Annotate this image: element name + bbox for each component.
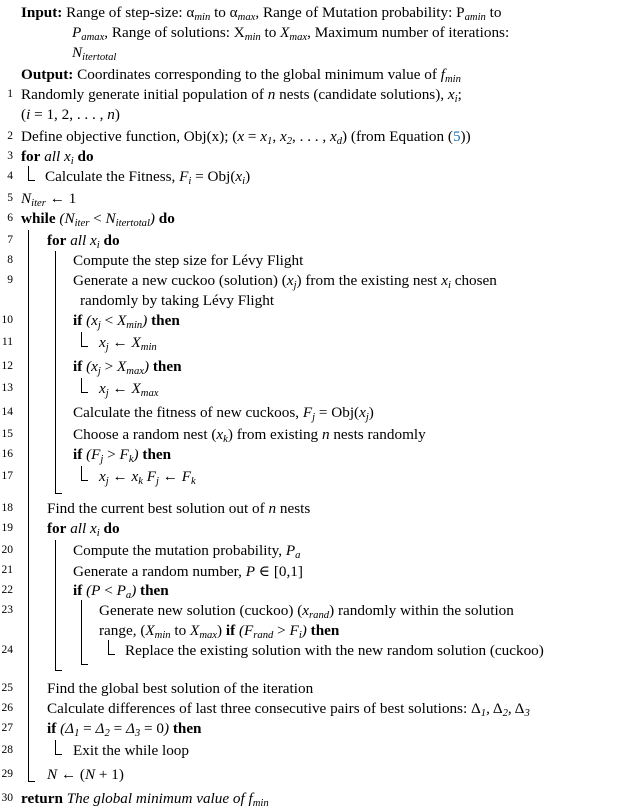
- line-number: 23: [1, 604, 13, 616]
- line-26: Calculate differences of last three consecutive pairs of best solutions: $\Delta_1$, $\Delta_2$, $\Delta_3$: [47, 700, 530, 720]
- output-line: Output: Coordinates corresponding to the global minimum value of $f_{min}$: [21, 66, 461, 86]
- line-number: 25: [1, 682, 13, 694]
- line-30: return The global minimum value of $f_{min}$: [21, 790, 269, 810]
- line-number: 29: [1, 768, 13, 780]
- if-rule-1: [81, 332, 82, 346]
- if-foot-5: [108, 654, 115, 655]
- line-number: 5: [7, 192, 13, 204]
- line-6: while $(N_{iter} < N_{itertotal})$ do: [21, 210, 175, 230]
- if-rule-3: [81, 466, 82, 480]
- line-18: Find the current best solution out of n nests: [47, 500, 311, 517]
- line-number: 8: [7, 254, 13, 266]
- line-number: 9: [7, 274, 13, 286]
- line-29: N ← (N + 1): [47, 766, 124, 783]
- line-1b: (i = 1, 2, . . . , n): [21, 106, 120, 123]
- line-number: 1: [7, 88, 13, 100]
- for-block-rule-1: [28, 166, 29, 180]
- input-line-3: $N_{itertotal}$: [72, 44, 117, 64]
- if-rule-4: [81, 600, 82, 664]
- line-17: $x_j$ ← $x_k$ $F_j$ ← $F_k$: [99, 468, 196, 488]
- line-2: Define objective function, Obj(x); ($x = x_1$, $x_2$, . . . , $x_d$) (from Equation (5)): [21, 128, 471, 148]
- line-number: 27: [1, 722, 13, 734]
- line-number: 20: [1, 544, 13, 556]
- input-line-2: $P_{amax}$, Range of solutions: $X_{min}$ to $X_{max}$, Maximum number of iterations:: [72, 24, 510, 44]
- line-7: for all $x_i$ do: [47, 232, 120, 252]
- line-number: 10: [1, 314, 13, 326]
- line-number: 22: [1, 584, 13, 596]
- line-27: if $(\Delta_1 = \Delta_2 = \Delta_3 = 0)$ then: [47, 720, 202, 740]
- line-number: 24: [1, 644, 13, 656]
- line-28: Exit the while loop: [73, 742, 189, 759]
- if-foot-4: [81, 664, 88, 665]
- line-13: $x_j$ ← $X_{max}$: [99, 380, 159, 400]
- line-number: 12: [1, 360, 13, 372]
- line-number: 15: [1, 428, 13, 440]
- input-text-3: Range of solutions: X: [111, 24, 245, 41]
- for-block-foot-1: [28, 180, 35, 181]
- input-text-4: Maximum number of iterations:: [314, 24, 510, 41]
- line-5: $N_{iter}$ ← 1: [21, 190, 77, 210]
- line-10: if $(x_j < X_{min})$ then: [73, 312, 180, 332]
- if-foot-2: [81, 392, 88, 393]
- inner-for-rule-1: [55, 251, 56, 493]
- line-11: $x_j$ ← $X_{min}$: [99, 334, 157, 354]
- line-4: Calculate the Fitness, $F_i = Obj(x_i)$: [45, 168, 251, 188]
- line-1: Randomly generate initial population of n nests (candidate solutions), $x_i$;: [21, 86, 462, 106]
- line-number: 21: [1, 564, 13, 576]
- input-label: Input:: [21, 4, 63, 21]
- line-number: 28: [1, 744, 13, 756]
- line-15: Choose a random nest $(x_k)$ from existing n nests randomly: [73, 426, 426, 446]
- line-number: 19: [1, 522, 13, 534]
- line-number: 13: [1, 382, 13, 394]
- line-number: 14: [1, 406, 13, 418]
- line-number: 6: [7, 212, 13, 224]
- line-number: 30: [1, 792, 13, 804]
- if-foot-3: [81, 480, 88, 481]
- if-foot-6: [55, 754, 62, 755]
- while-block-rule: [28, 230, 29, 781]
- line-number: 4: [7, 170, 13, 182]
- line-number: 3: [7, 150, 13, 162]
- line-8: Compute the step size for Lévy Flight: [73, 252, 304, 269]
- line-22: if $(P < P_a)$ then: [73, 582, 169, 602]
- line-21: Generate a random number, P ∈ [0,1]: [73, 563, 303, 580]
- inner-for-foot-2: [55, 670, 62, 671]
- input-line-1: Input: Range of step-size: $\alpha_{min}$ to $\alpha_{max}$, Range of Mutation probability: $P_{amin}$ to: [21, 4, 502, 24]
- line-19: for all $x_i$ do: [47, 520, 120, 540]
- line-number: 17: [1, 470, 13, 482]
- line-number: 26: [1, 702, 13, 714]
- if-rule-5: [108, 640, 109, 654]
- line-25: Find the global best solution of the iteration: [47, 680, 314, 697]
- input-text-1: Range of step-size: α: [66, 4, 195, 21]
- line-24: Replace the existing solution with the new random solution (cuckoo): [125, 642, 544, 659]
- if-rule-6: [55, 740, 56, 754]
- line-9b: randomly by taking Lévy Flight: [80, 292, 275, 309]
- line-23b: range, ($X_{min}$ to $X_{max}$) if $(F_{rand} > F_i)$ then: [99, 622, 340, 642]
- line-number: 18: [1, 502, 13, 514]
- line-14: Calculate the fitness of new cuckoos, $F_j = Obj(x_j)$: [73, 404, 374, 424]
- line-number: 11: [1, 336, 13, 348]
- line-number: 7: [7, 234, 13, 246]
- if-foot-1: [81, 346, 88, 347]
- line-23: Generate new solution (cuckoo) $(x_{rand})$ randomly within the solution: [99, 602, 514, 622]
- output-text: Coordinates corresponding to the global minimum value of: [77, 66, 437, 83]
- line-20: Compute the mutation probability, $P_a$: [73, 542, 301, 562]
- line-3: for all $x_i$ do: [21, 148, 94, 168]
- line-16: if $(F_j > F_k)$ then: [73, 446, 172, 466]
- line-9: Generate a new cuckoo (solution) $(x_j)$ from the existing nest $x_i$ chosen: [73, 272, 497, 292]
- output-label: Output:: [21, 66, 74, 83]
- line-number: 2: [7, 130, 13, 142]
- inner-for-foot-1: [55, 493, 62, 494]
- if-rule-2: [81, 378, 82, 392]
- line-12: if $(x_j > X_{max})$ then: [73, 358, 182, 378]
- while-block-foot: [28, 781, 35, 782]
- equation-link[interactable]: 5: [452, 128, 461, 145]
- inner-for-rule-2: [55, 540, 56, 670]
- input-text-2: Range of Mutation probability: P: [262, 4, 465, 21]
- line-number: 16: [1, 448, 13, 460]
